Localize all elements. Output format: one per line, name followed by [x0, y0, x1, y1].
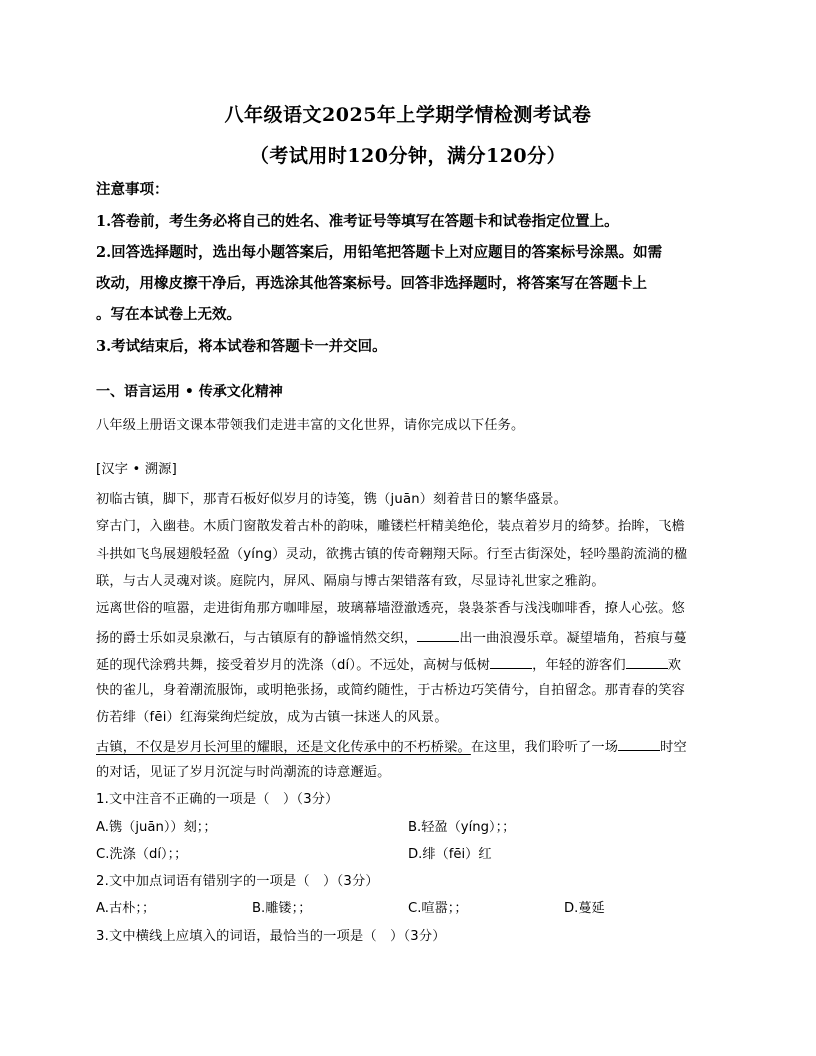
- question-2-stem: 2.文中加点词语有错别字的一项是（ ）（3分）: [96, 874, 379, 889]
- exam-title: 八年级语文2025年上学期学情检测考试卷: [224, 104, 592, 126]
- fill-blank: [626, 654, 668, 669]
- question-2-option-d: D.蔓延: [564, 901, 605, 916]
- question-1-option-a: A.镌（juān））刻；；: [96, 820, 217, 835]
- fill-blank: [618, 736, 660, 751]
- passage-text: 欢: [667, 658, 682, 673]
- notice-item-2-line-1: 2.回答选择题时，选出每小题答案后，用铅笔把答题卡上对应题目的答案标号涂黑。如需: [96, 244, 663, 261]
- passage-paragraph-4-line-2: 的对话，见证了岁月沉淀与时尚潮流的诗意邂逅。: [96, 765, 391, 780]
- question-3-stem: 3.文中横线上应填入的词语，最恰当的一项是（ ）（3分）: [96, 929, 446, 944]
- passage-text: 时空: [660, 740, 687, 755]
- question-1-option-d: D.绯（fēi）红: [408, 847, 492, 862]
- question-2-option-b: B.雕镂；；: [252, 901, 312, 916]
- notice-item-1: 1.答卷前，考生务必将自己的姓名、准考证号等填写在答题卡和试卷指定位置上。: [96, 213, 619, 230]
- section-heading: 一、语言运用 • 传承文化精神: [96, 384, 283, 400]
- notice-heading: 注意事项：: [96, 181, 169, 198]
- question-1-option-c: C.洗涤（dí）；；: [96, 847, 188, 862]
- exam-subtitle: （考试用时120分钟，满分120分）: [249, 145, 567, 167]
- passage-paragraph-3-line-2: [96, 627, 687, 649]
- passage-text: 扬的爵士乐如灵泉漱石，与古镇原有的静谧悄然交织，: [96, 631, 418, 646]
- passage-paragraph-2-line-3: 联，与古人灵魂对谈。庭院内，屏风、隔扇与博古架错落有致，尽显诗礼世家之雅韵。: [96, 574, 605, 589]
- notice-item-2-line-3: 。写在本试卷上无效。: [96, 306, 241, 323]
- passage-text: 出一曲浪漫乐章。凝望墙角，苔痕与蔓: [459, 631, 687, 646]
- passage-paragraph-4-line-1: [96, 736, 687, 758]
- passage-paragraph-2-line-1: 穿古门，入幽巷。木质门窗散发着古朴的韵味，雕镂栏杆精美绝伦，装点着岁月的绮梦。抬眸，飞檐: [96, 519, 686, 534]
- passage-paragraph-3-line-3: [96, 654, 681, 676]
- fill-blank: [417, 627, 459, 642]
- question-2-option-a: A.古朴；；: [96, 901, 156, 916]
- underlined-sentence: 古镇，不仅是岁月长河里的耀眼，还是文化传承中的不朽桥梁。: [96, 740, 471, 755]
- passage-text: 延的现代涂鸦共舞，接受着岁月的洗涤（dí）。不远处，高树与低树: [96, 658, 491, 673]
- passage-paragraph-3-line-5: 仿若绯（fēi）红海棠绚烂绽放，成为古镇一抹迷人的风景。: [96, 710, 448, 725]
- notice-item-2-line-2: 改动，用橡皮擦干净后，再选涂其他答案标号。回答非选择题时，将答案写在答题卡上: [96, 275, 647, 292]
- passage-text: 在这里，我们聆听了一场: [470, 740, 619, 755]
- question-1-stem: 1.文中注音不正确的一项是（ ）（3分）: [96, 792, 339, 807]
- notice-item-3: 3.考试结束后，将本试卷和答题卡一并交回。: [96, 338, 387, 355]
- fill-blank: [490, 654, 532, 669]
- question-1-option-b: B.轻盈（yíng）；；: [408, 820, 516, 835]
- passage-paragraph-2-line-2: 斗拱如飞鸟展翅般轻盈（yíng）灵动，欲携古镇的传奇翱翔天际。行至古街深处，轻吟墨韵流淌的楹: [96, 547, 688, 562]
- passage-paragraph-3-line-1: 远离世俗的喧嚣，走进街角那方咖啡屋，玻璃幕墙澄澈透亮，袅袅茶香与浅浅咖啡香，撩人心弦。悠: [96, 601, 686, 616]
- question-2-option-c: C.喧嚣；；: [408, 901, 468, 916]
- subsection-heading: [汉字 • 溯源]: [96, 462, 178, 477]
- section-intro: 八年级上册语文课本带领我们走进丰富的文化世界，请你完成以下任务。: [96, 418, 525, 433]
- passage-text: ，年轻的游客们: [532, 658, 626, 673]
- passage-paragraph-1: 初临古镇，脚下，那青石板好似岁月的诗笺，镌（juān）刻着昔日的繁华盛景。: [96, 492, 568, 507]
- passage-paragraph-3-line-4: 快的雀儿，身着潮流服饰，或明艳张扬，或简约随性，于古桥边巧笑倩兮，自拍留念。那青春的笑容: [96, 683, 686, 698]
